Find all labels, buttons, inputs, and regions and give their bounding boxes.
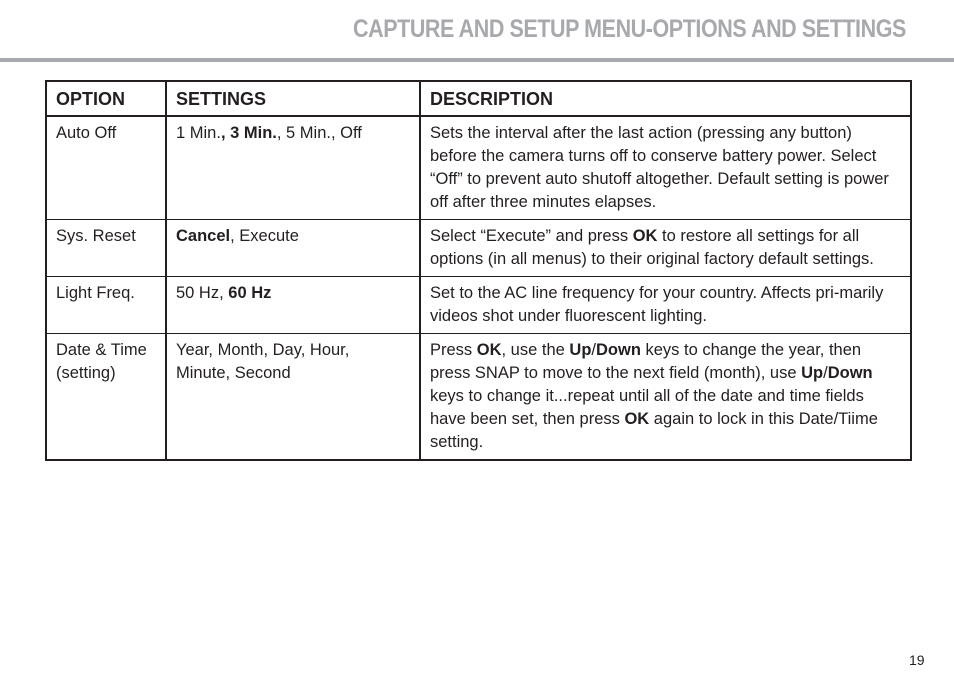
key-label: Up: [801, 364, 824, 382]
table-row: [46, 334, 911, 461]
description-text: , use the: [501, 341, 570, 359]
settings-text: 50 Hz,: [176, 284, 229, 302]
key-label: OK: [476, 341, 502, 359]
description-text: to restore all settings for all options (in all menus) to their original factory default settings.: [430, 227, 874, 268]
description-cell: Sets the interval after the last action (pressing any button) before the camera turns off to conserve battery power. Select “Off” to prevent auto shutoff altogether. Default setting is power off after three minutes elapses.: [420, 116, 911, 220]
option-cell: [46, 334, 166, 461]
option-text: (setting): [56, 364, 116, 382]
settings-default: Cancel: [176, 227, 231, 245]
description-text: keys to change the year, then press SNAP to move to the next field (month), use: [430, 341, 862, 382]
key-label: Down: [827, 364, 873, 382]
key-label: OK: [632, 227, 658, 245]
page-number: 19: [909, 652, 925, 668]
table-row: [46, 220, 911, 277]
key-label: OK: [624, 410, 650, 428]
table-row: [46, 116, 911, 220]
settings-cell: [166, 220, 420, 277]
option-cell: Auto Off: [46, 116, 166, 220]
page-title: CAPTURE AND SETUP MENU-OPTIONS AND SETTINGS: [353, 15, 906, 43]
description-cell: [420, 220, 911, 277]
description-text: Press: [430, 341, 477, 359]
description-text: Select “Execute” and press: [430, 227, 633, 245]
settings-cell: [166, 116, 420, 220]
settings-text: Year, Month, Day, Hour,: [176, 341, 350, 359]
options-table: [45, 80, 912, 461]
option-cell: Sys. Reset: [46, 220, 166, 277]
option-text: Date & Time: [56, 341, 147, 359]
description-text: /: [591, 341, 596, 359]
option-cell: Light Freq.: [46, 277, 166, 334]
table-row: [46, 277, 911, 334]
description-text: again to lock in this Date/Tiime setting.: [430, 410, 878, 451]
description-cell: [420, 334, 911, 461]
key-label: Up: [569, 341, 592, 359]
header-description: DESCRIPTION: [420, 81, 911, 116]
description-text: keys to change it...repeat until all of the date and time fields have been set, then press: [430, 387, 864, 428]
table-header-row: [46, 81, 911, 116]
settings-default: , 3 Min.: [220, 124, 277, 142]
settings-default: 60 Hz: [228, 284, 272, 302]
settings-text: Minute, Second: [176, 364, 291, 382]
settings-cell: [166, 277, 420, 334]
settings-cell: [166, 334, 420, 461]
header-option: OPTION: [46, 81, 166, 116]
key-label: Down: [596, 341, 641, 359]
title-divider: [0, 58, 954, 62]
settings-text: , Execute: [230, 227, 299, 245]
header-settings: SETTINGS: [166, 81, 420, 116]
settings-text: 1 Min.: [176, 124, 221, 142]
description-text: /: [823, 364, 828, 382]
description-cell: Set to the AC line frequency for your country. Affects pri-marily videos shot under fluorescent lighting.: [420, 277, 911, 334]
settings-text: , 5 Min., Off: [276, 124, 362, 142]
